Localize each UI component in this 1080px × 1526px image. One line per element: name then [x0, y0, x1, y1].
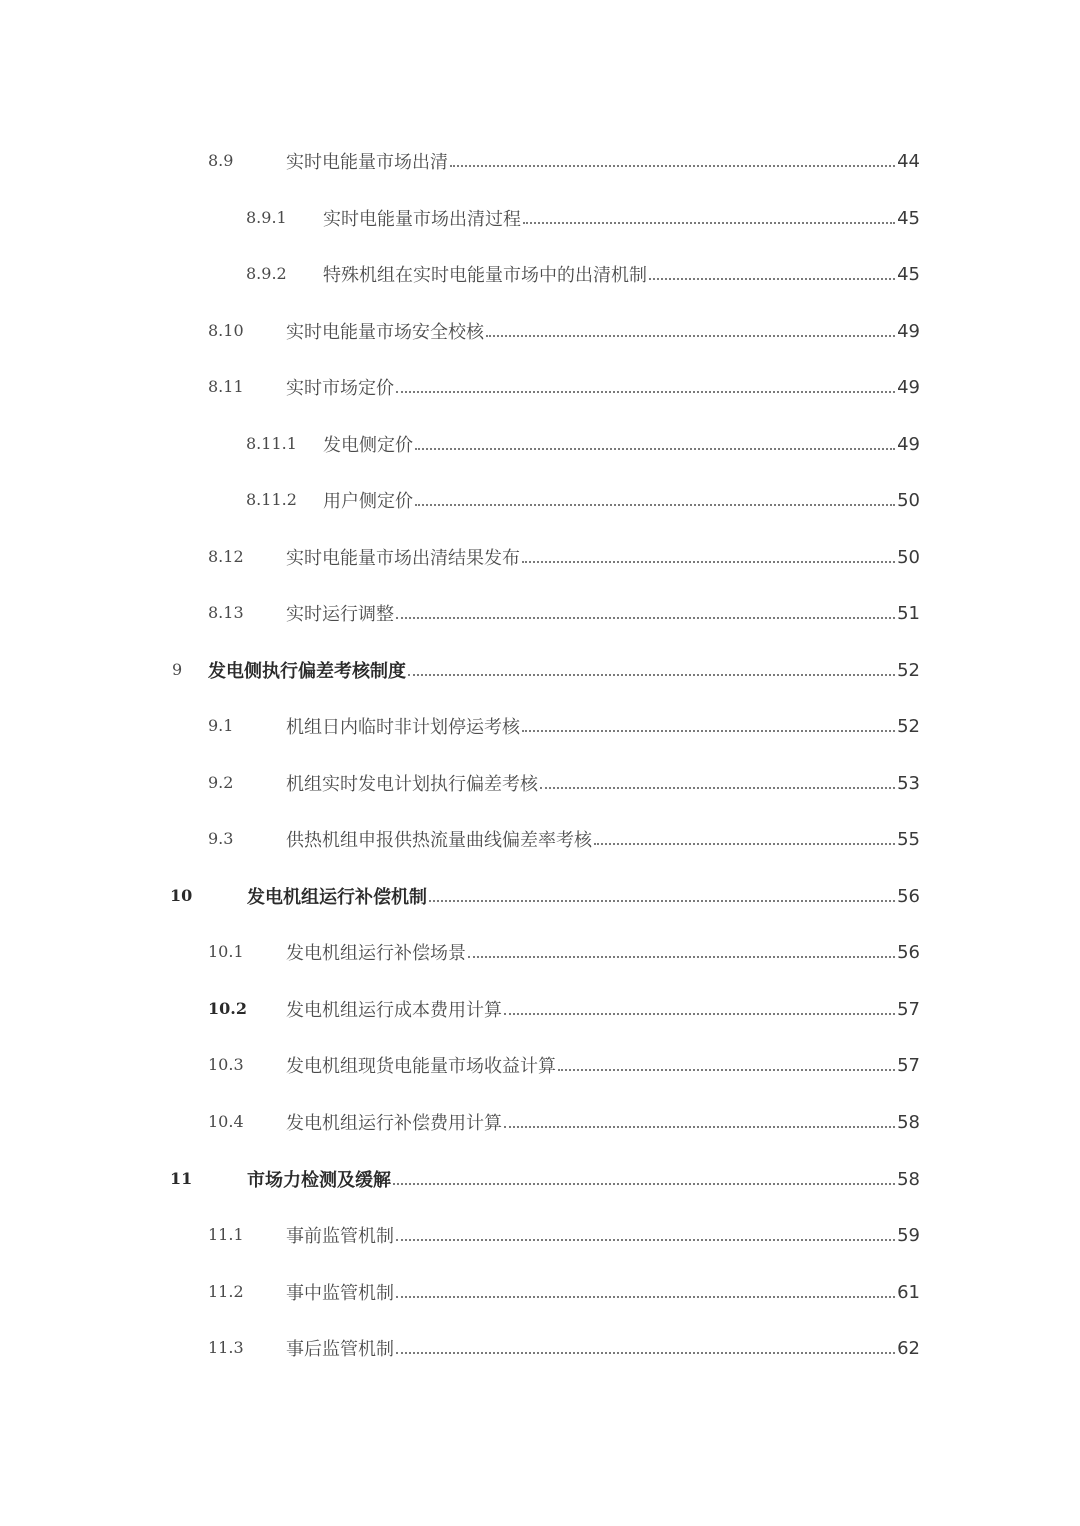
- dot-leader: [486, 335, 895, 337]
- section-number: 9.1: [208, 716, 234, 735]
- toc-entry[interactable]: [0, 203, 1080, 233]
- dot-leader: [450, 165, 895, 167]
- section-title: 实时电能量市场安全校核: [286, 322, 484, 343]
- toc-entry[interactable]: [0, 542, 1080, 572]
- section-number: 10.4: [208, 1112, 244, 1131]
- section-title: 发电机组运行成本费用计算: [286, 1000, 502, 1021]
- toc-entry[interactable]: [0, 1050, 1080, 1080]
- dot-leader: [540, 787, 895, 789]
- toc-entry[interactable]: [0, 768, 1080, 798]
- section-title: 用户侧定价: [323, 491, 413, 512]
- dot-leader: [396, 1296, 895, 1298]
- page-number: 57: [897, 998, 920, 1020]
- page-number: 51: [897, 602, 920, 624]
- toc-entry[interactable]: [0, 1107, 1080, 1137]
- section-number: 10.1: [208, 942, 244, 961]
- section-title: 发电机组运行补偿费用计算: [286, 1113, 502, 1134]
- dot-leader: [415, 504, 895, 506]
- chapter-number: 9: [172, 660, 183, 679]
- section-number: 10.3: [208, 1055, 244, 1074]
- page-number: 49: [897, 376, 920, 398]
- section-title: 事中监管机制: [286, 1283, 394, 1304]
- dot-leader: [468, 956, 895, 958]
- toc-entry[interactable]: [0, 429, 1080, 459]
- toc-entry[interactable]: [0, 316, 1080, 346]
- dot-leader: [558, 1069, 895, 1071]
- dot-leader: [522, 561, 895, 563]
- chapter-number: 11: [170, 1169, 193, 1188]
- section-number: 11.2: [208, 1282, 244, 1301]
- section-title: 实时电能量市场出清: [286, 152, 448, 173]
- dot-leader: [408, 674, 895, 676]
- page-number: 44: [897, 150, 920, 172]
- section-number: 9.2: [208, 773, 234, 792]
- section-title: 供热机组申报供热流量曲线偏差率考核: [286, 830, 592, 851]
- section-title: 实时市场定价: [286, 378, 394, 399]
- chapter-title: 发电侧执行偏差考核制度: [208, 661, 406, 682]
- section-title: 事前监管机制: [286, 1226, 394, 1247]
- toc-entry[interactable]: [0, 259, 1080, 289]
- section-title: 机组日内临时非计划停运考核: [286, 717, 520, 738]
- dot-leader: [396, 617, 895, 619]
- chapter-title: 发电机组运行补偿机制: [247, 887, 427, 908]
- section-number: 8.10: [208, 321, 244, 340]
- section-title: 发电机组现货电能量市场收益计算: [286, 1056, 556, 1077]
- toc-entry[interactable]: [0, 1220, 1080, 1250]
- section-number: 11.3: [208, 1338, 244, 1357]
- chapter-number: 10: [170, 886, 193, 905]
- section-title: 发电机组运行补偿场景: [286, 943, 466, 964]
- dot-leader: [594, 843, 895, 845]
- section-number: 8.9.1: [246, 208, 287, 227]
- dot-leader: [396, 391, 895, 393]
- section-title: 实时运行调整: [286, 604, 394, 625]
- toc-entry[interactable]: [0, 1333, 1080, 1363]
- page-number: 55: [897, 828, 920, 850]
- dot-leader: [523, 222, 895, 224]
- dot-leader: [393, 1183, 895, 1185]
- section-number: 8.9: [208, 151, 234, 170]
- toc-entry[interactable]: [0, 824, 1080, 854]
- section-number: 8.9.2: [246, 264, 287, 283]
- section-title: 机组实时发电计划执行偏差考核: [286, 774, 538, 795]
- section-number: 8.11.2: [246, 490, 297, 509]
- toc-entry[interactable]: [0, 485, 1080, 515]
- toc-entry[interactable]: [0, 994, 1080, 1024]
- page-number: 62: [897, 1337, 920, 1359]
- toc-entry[interactable]: [0, 937, 1080, 967]
- page-number: 50: [897, 546, 920, 568]
- dot-leader: [504, 1126, 895, 1128]
- section-title: 实时电能量市场出清过程: [323, 209, 521, 230]
- dot-leader: [504, 1013, 895, 1015]
- toc-entry[interactable]: [0, 372, 1080, 402]
- page-number: 52: [897, 659, 920, 681]
- section-number: 11.1: [208, 1225, 244, 1244]
- toc-entry-chapter[interactable]: [0, 1164, 1080, 1194]
- toc-entry[interactable]: [0, 146, 1080, 176]
- page-number: 45: [897, 207, 920, 229]
- page-number: 56: [897, 885, 920, 907]
- dot-leader: [429, 900, 895, 902]
- page-number: 58: [897, 1168, 920, 1190]
- section-number: 8.12: [208, 547, 244, 566]
- toc-entry-chapter[interactable]: [0, 655, 1080, 685]
- section-number: 9.3: [208, 829, 234, 848]
- page-number: 58: [897, 1111, 920, 1133]
- dot-leader: [396, 1239, 895, 1241]
- page-number: 53: [897, 772, 920, 794]
- page-number: 49: [897, 320, 920, 342]
- toc-entry[interactable]: [0, 598, 1080, 628]
- dot-leader: [415, 448, 895, 450]
- page-number: 50: [897, 489, 920, 511]
- section-title: 发电侧定价: [323, 435, 413, 456]
- page-number: 61: [897, 1281, 920, 1303]
- section-number: 8.13: [208, 603, 244, 622]
- page-number: 56: [897, 941, 920, 963]
- page-number: 52: [897, 715, 920, 737]
- section-number: 8.11.1: [246, 434, 297, 453]
- dot-leader: [396, 1352, 895, 1354]
- page-number: 59: [897, 1224, 920, 1246]
- toc-entry-chapter[interactable]: [0, 881, 1080, 911]
- page-number: 45: [897, 263, 920, 285]
- dot-leader: [649, 278, 895, 280]
- dot-leader: [522, 730, 895, 732]
- page-number: 57: [897, 1054, 920, 1076]
- toc-entry[interactable]: [0, 711, 1080, 741]
- chapter-title: 市场力检测及缓解: [247, 1170, 391, 1191]
- toc-entry[interactable]: [0, 1277, 1080, 1307]
- section-title: 实时电能量市场出清结果发布: [286, 548, 520, 569]
- section-number: 8.11: [208, 377, 244, 396]
- section-title: 特殊机组在实时电能量市场中的出清机制: [323, 265, 647, 286]
- page-number: 49: [897, 433, 920, 455]
- section-number: 10.2: [208, 999, 247, 1018]
- section-title: 事后监管机制: [286, 1339, 394, 1360]
